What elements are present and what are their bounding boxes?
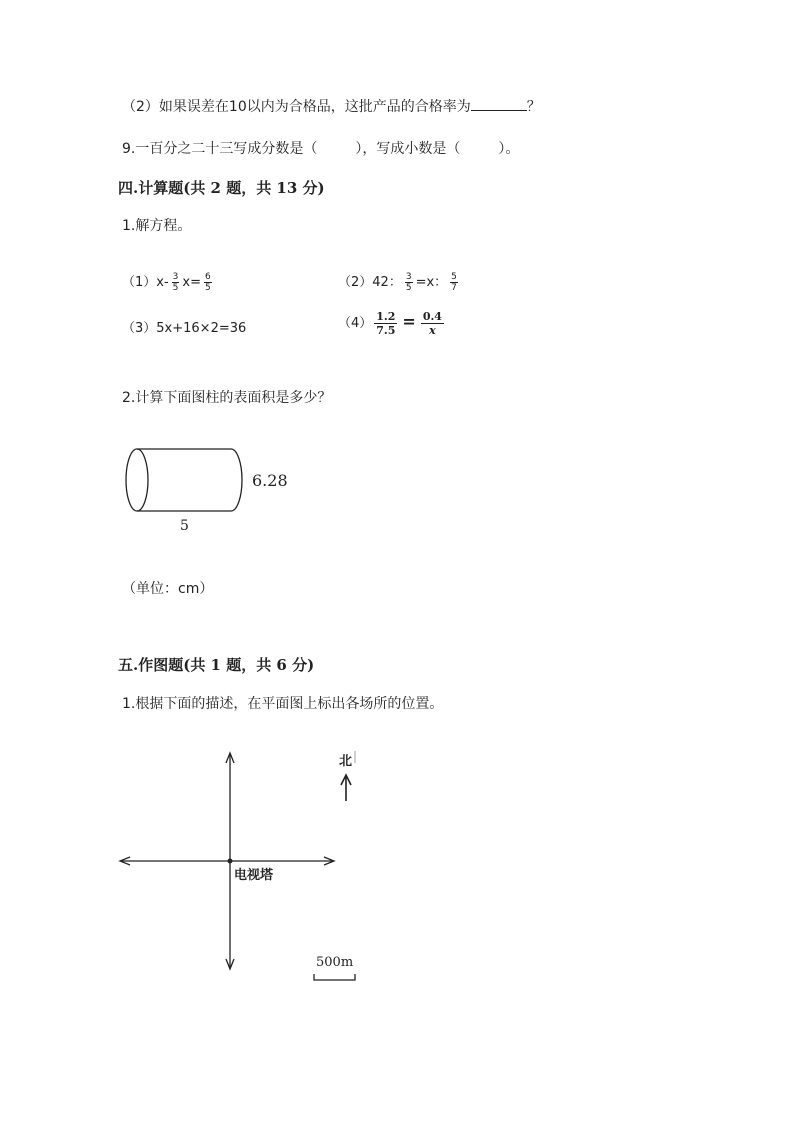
equation-text: 42：	[372, 275, 402, 290]
fraction	[421, 310, 444, 337]
cylinder-height-label: 6.28	[252, 471, 288, 490]
north-label: 北	[339, 754, 353, 769]
denominator: 5	[172, 283, 179, 293]
equation-label: （4）	[338, 316, 373, 331]
numerator: 5	[451, 272, 457, 282]
denominator: x	[429, 324, 436, 337]
cylinder-right-face	[231, 449, 242, 511]
equation-text: =x：	[415, 275, 448, 290]
fraction	[172, 272, 180, 293]
q8-prefix: （2）如果误差在	[122, 99, 229, 115]
section-5-heading: 五.作图题(共 1 题，共 6 分)	[118, 656, 315, 674]
fraction	[405, 272, 413, 293]
origin-point	[228, 859, 233, 864]
q9-part-c: ）。	[498, 141, 520, 157]
q8-mid: 以内为合格品，这批产品的合格率为	[246, 99, 471, 115]
denominator: 7.5	[376, 324, 396, 337]
answer-blank[interactable]	[471, 96, 527, 111]
equation-label: （3）	[122, 321, 157, 336]
equation-3	[122, 317, 246, 336]
equation-label: （1）	[122, 275, 157, 290]
numerator: 0.4	[422, 310, 442, 323]
cylinder-length-label: 5	[180, 518, 189, 534]
map-diagram	[115, 745, 375, 985]
equation-2	[338, 271, 461, 293]
question-8-part-2	[122, 96, 541, 116]
q9-part-a: 9.一百分之二十三写成分数是（	[122, 141, 318, 157]
numerator: 6	[205, 272, 211, 282]
tv-tower-label: 电视塔	[234, 868, 274, 883]
equation-4	[338, 310, 446, 337]
calc-2-title: 2.计算下面图柱的表面积是多少？	[122, 390, 332, 406]
numerator: 3	[405, 272, 412, 282]
equation-text: 5x+16×2=36	[156, 321, 247, 336]
denominator: 7	[451, 283, 457, 293]
denominator: 5	[205, 283, 211, 293]
cylinder-left-face	[126, 449, 148, 511]
equation-label: （2）	[338, 275, 373, 290]
unit-note: （单位：cm）	[122, 581, 214, 597]
fraction	[450, 272, 458, 293]
denominator: 5	[405, 283, 412, 293]
section-4-heading: 四.计算题(共 2 题，共 13 分)	[118, 179, 325, 197]
equation-text: x-	[156, 275, 169, 290]
numerator: 3	[172, 272, 179, 282]
fraction	[204, 272, 212, 293]
q8-suffix: ？	[526, 99, 541, 115]
q8-number: 10	[228, 99, 247, 115]
draw-1-title: 1.根据下面的描述，在平面图上标出各场所的位置。	[122, 696, 444, 712]
equation-1	[122, 271, 215, 293]
scale-bar	[314, 974, 355, 980]
numerator: 1.2	[376, 310, 396, 323]
question-9	[122, 138, 519, 158]
cylinder-diagram	[115, 440, 305, 540]
q9-part-b: ），写成小数是（	[355, 141, 461, 157]
fraction	[374, 310, 397, 337]
calc-1-title: 1.解方程。	[122, 218, 192, 234]
equals-sign: =	[402, 312, 416, 331]
scale-label: 500m	[316, 955, 354, 970]
equation-text: x=	[182, 275, 201, 290]
